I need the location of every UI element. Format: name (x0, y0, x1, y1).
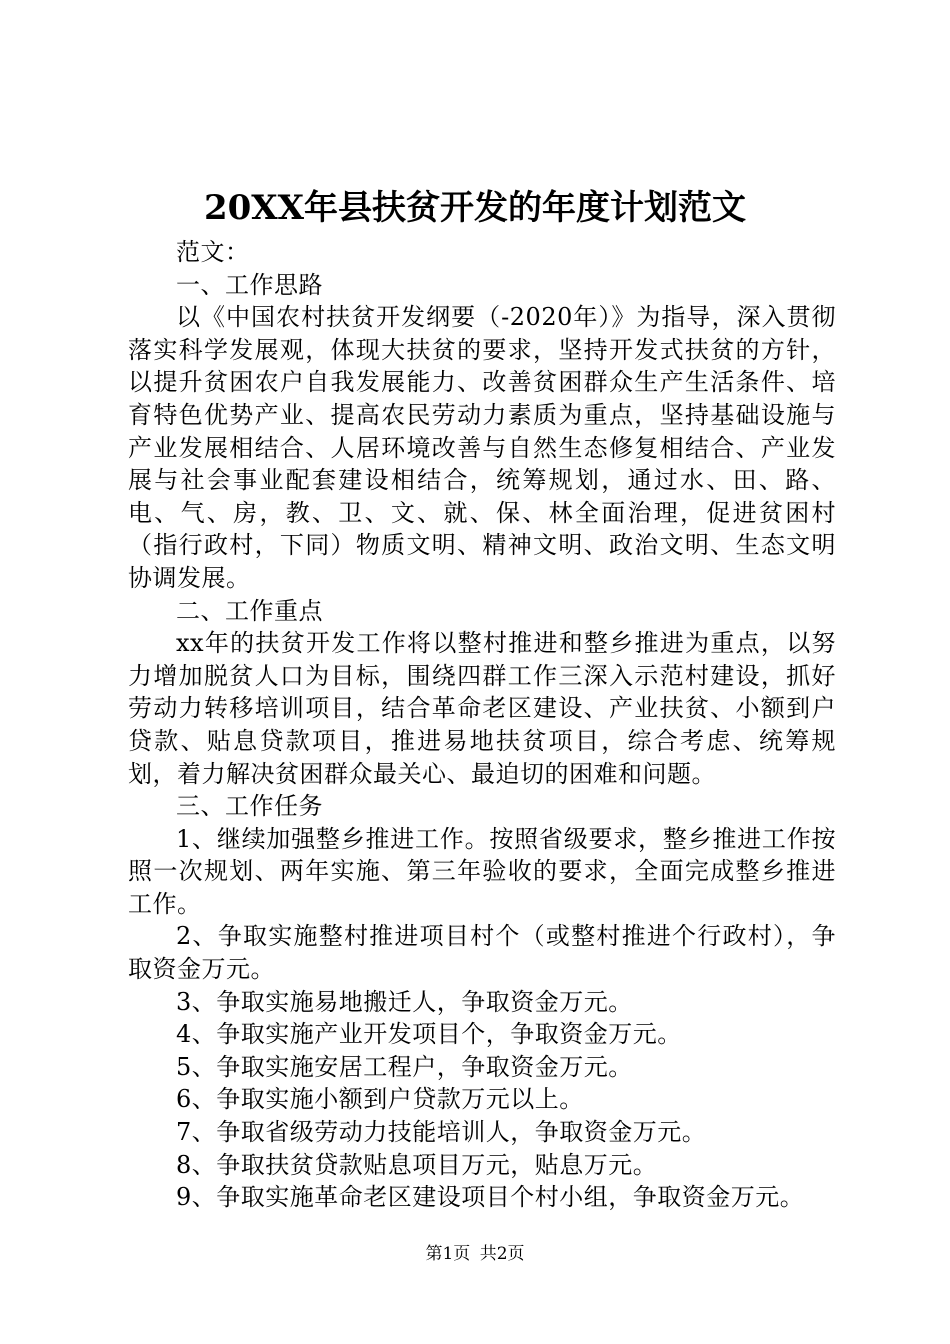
document-title: 20XX年县扶贫开发的年度计划范文 (203, 188, 747, 228)
task-item-6: 6、争取实施小额到户贷款万元以上。 (176, 1085, 584, 1114)
section-heading-1: 一、工作思路 (176, 270, 323, 299)
section-heading-2: 二、工作重点 (176, 596, 323, 625)
document-body (128, 236, 836, 1214)
paragraph-work-ideas: 以《中国农村扶贫开发纲要（-2020年）》为指导，深入贯彻落实科学发展观，体现大扶贫的要求，坚持开发式扶贫的方针，以提升贫困农户自我发展能力、改善贫困群众生产生活条件、培育特色优势产业、提高农民劳动力素质为重点，坚持基础设施与产业发展相结合、人居环境改善与自然生态修复相结合、产业发展与社会事业配套建设相结合，统筹规划，通过水、田、路、电、气、房，教、卫、文、就、保、林全面治理，促进贫困村（指行政村，下同）物质文明、精神文明、政治文明、生态文明协调发展。 (128, 303, 836, 592)
task-item-3: 3、争取实施易地搬迁人，争取资金万元。 (176, 987, 633, 1016)
paragraph-work-focus: xx年的扶贫开发工作将以整村推进和整乡推进为重点，以努力增加脱贫人口为目标，围绕四群工作三深入示范村建设，抓好劳动力转移培训项目，结合革命老区建设、产业扶贫、小额到户贷款、贴息贷款项目，推进易地扶贫项目，综合考虑、统筹规划，着力解决贫困群众最关心、最迫切的困难和问题。 (128, 629, 836, 788)
paragraph-label-fanwen: 范文： (176, 238, 250, 266)
page-indicator: 第1页 共2页 (425, 1244, 525, 1264)
task-item-7: 7、争取省级劳动力技能培训人，争取资金万元。 (176, 1118, 707, 1147)
task-item-1: 1、继续加强整乡推进工作。按照省级要求，整乡推进工作按照一次规划、两年实施、第三年验收的要求，全面完成整乡推进工作。 (128, 824, 836, 918)
task-item-8: 8、争取扶贫贷款贴息项目万元，贴息万元。 (176, 1150, 658, 1179)
task-item-4: 4、争取实施产业开发项目个，争取资金万元。 (176, 1020, 682, 1049)
task-item-5: 5、争取实施安居工程户，争取资金万元。 (176, 1052, 633, 1081)
task-item-9: 9、争取实施革命老区建设项目个村小组，争取资金万元。 (176, 1183, 805, 1212)
task-item-2: 2、争取实施整村推进项目村个（或整村推进个行政村），争取资金万元。 (128, 922, 836, 984)
section-heading-3: 三、工作任务 (176, 792, 323, 821)
